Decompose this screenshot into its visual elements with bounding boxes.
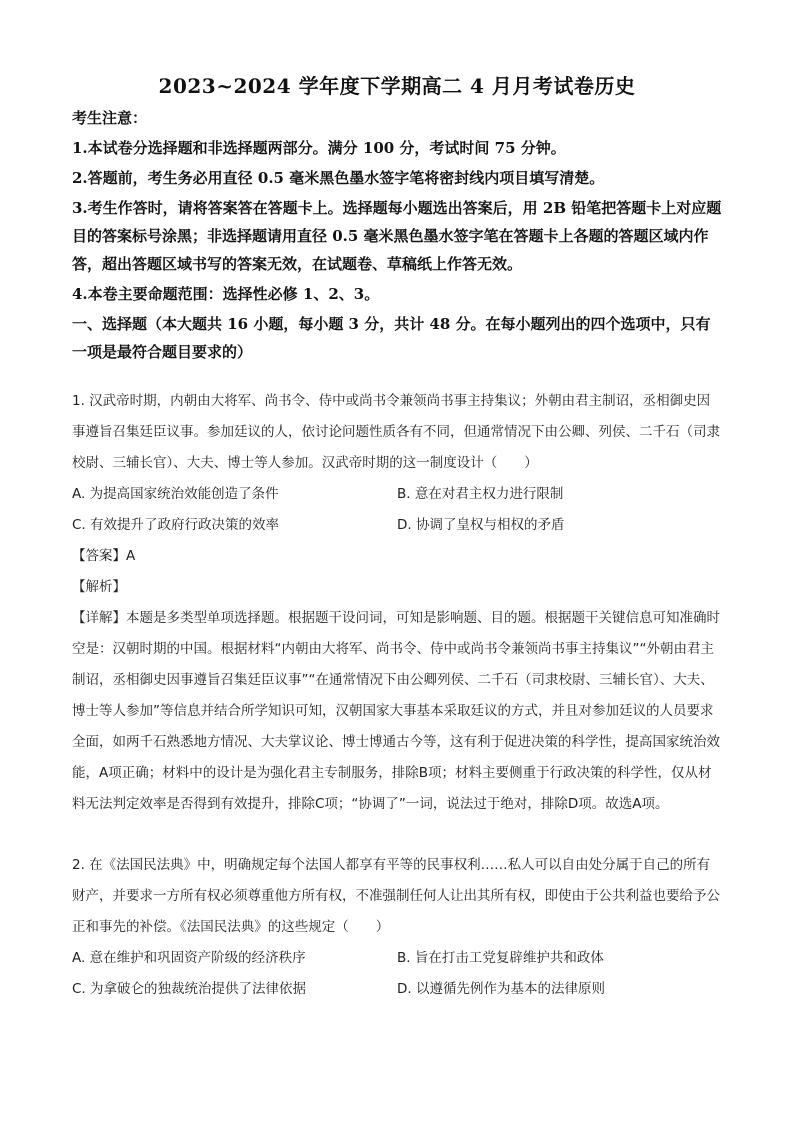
question-2 [72, 850, 722, 1005]
analysis-label: 【解析】 [72, 579, 126, 595]
question-stem: 2. 在《法国民法典》中，明确规定每个法国人都享有平等的民事权利……私人可以自由处分属于自己的所有财产，并要求一方所有权必须尊重他方所有权，不准强制任何人让出其所有权，即使由于公共利益也要给予公正和事先的补偿。《法国民法典》的这些规定（ ） [72, 857, 720, 935]
option-b: B. 意在对君主权力进行限制 [397, 486, 564, 502]
question-stem: 1. 汉武帝时期，内朝由大将军、尚书令、侍中或尚书令兼领尚书事主持集议；外朝由君主制诏，丞相御史因事遵旨召集廷臣议事。参加廷议的人，依讨论问题性质各有不同，但通常情况下由公卿、列侯、二千石（司隶校尉、三辅长官）、大夫、博士等人参加。汉武帝时期的这一制度设计（ ） [72, 393, 720, 471]
note-item: 1.本试卷分选择题和非选择题两部分。满分 100 分，考试时间 75 分钟。 [72, 139, 566, 157]
detail-text: 本题是多类型单项选择题。根据题干设问词，可知是影响题、目的题。根据题干关键信息可知准确时空是：汉朝时期的中国。根据材料“内朝由大将军、尚书令、侍中或尚书令兼领尚书事主持集议”“外朝由君主制诏，丞相御史因事遵旨召集廷臣议事”“在通常情况下由公卿列侯、二千石（司隶校尉、三辅长官）、大夫、博士等人参加”等信息并结合所学知识可知，汉朝国家大事基本采取廷议的方式，并且对参加廷议的人员要求全面，如两千石熟悉地方情况、大夫掌议论、博士博通古今等，这有利于促进决策的科学性，提高国家统治效能，A项正确；材料中的设计是为强化君主专制服务，排除B项；材料主要侧重于行政决策的科学性，仅从材料无法判定效率是否得到有效提升，排除C项；“协调了”一词，说法过于绝对，排除D项。故选A项。 [72, 610, 720, 812]
note-item: 3.考生作答时，请将答案答在答题卡上。选择题每小题选出答案后，用 2B 铅笔把答题卡上对应题目的答案标号涂黑；非选择题请用直径 0.5 毫米黑色墨水签字笔在答题卡上各题的答题区域内作答，超出答题区域书写的答案无效，在试题卷、草稿纸上作答无效。 [72, 199, 722, 273]
answer-value: A [126, 548, 136, 564]
page-title: 2023~2024 学年度下学期高二 4 月月考试卷历史 [158, 74, 636, 98]
section-heading: 一、选择题（本大题共 16 小题，每小题 3 分，共计 48 分。在每小题列出的四个选项中，只有一项是最符合题目要求的） [72, 315, 711, 361]
detail-paragraph [72, 603, 722, 820]
note-item: 2.答题前，考生务必用直径 0.5 毫米黑色墨水签字笔将密封线内项目填写清楚。 [72, 169, 605, 187]
option-d: D. 协调了皇权与相权的矛盾 [397, 517, 565, 533]
option-b: B. 旨在打击工党复辟维护共和政体 [397, 950, 604, 966]
answer-label: 【答案】 [72, 548, 126, 564]
exam-notes [72, 104, 722, 368]
option-a: A. 意在维护和巩固资产阶级的经济秩序 [72, 950, 306, 966]
option-d: D. 以遵循先例作为基本的法律原则 [397, 981, 605, 997]
option-c: C. 有效提升了政府行政决策的效率 [72, 517, 280, 533]
option-list [72, 943, 722, 1005]
answer-line [72, 541, 722, 572]
note-item: 4.本卷主要命题范围：选择性必修 1、2、3。 [72, 285, 380, 303]
option-a: A. 为提高国家统治效能创造了条件 [72, 486, 279, 502]
question-1 [72, 386, 722, 820]
option-c: C. 为拿破仑的独裁统治提供了法律依据 [72, 981, 307, 997]
detail-label: 【详解】 [72, 610, 126, 626]
option-list [72, 479, 722, 541]
notes-heading: 考生注意： [72, 109, 148, 127]
